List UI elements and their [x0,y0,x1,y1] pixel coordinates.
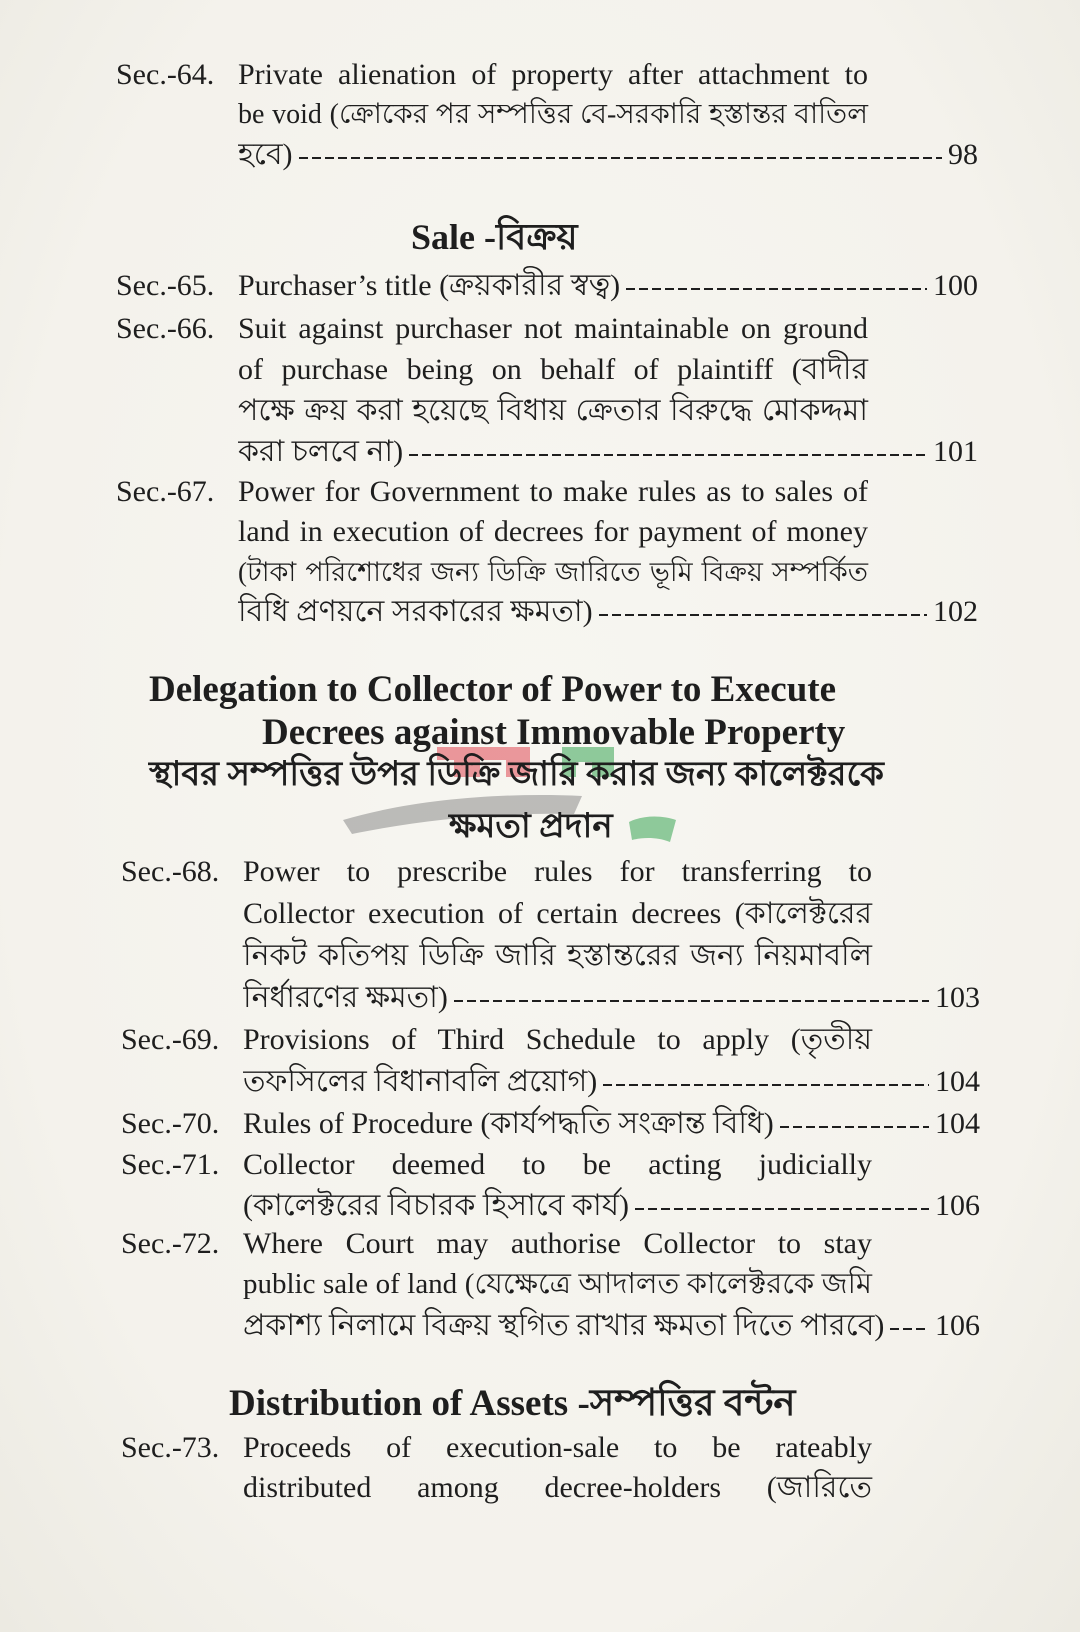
entry-text-line: হবে) [238,138,293,171]
entry-text-line: Private alienation of property after attachment to [238,58,868,91]
entry-text [243,1223,980,1346]
entry-text-line: Power for Government to make rules as to sales of [238,475,868,508]
entry-text [238,472,978,632]
section-number: Sec.-65. [116,269,215,302]
section-number: Sec.-68. [121,855,220,888]
heading-delegation-line-1: Delegation to Collector of Power to Execute [149,669,837,710]
leader-dashes [635,1208,929,1210]
entry-last-line [243,1185,980,1226]
page-number: 102 [933,595,978,628]
entry-last-line [238,266,978,306]
entry-text-line: Collector execution of certain decrees (কালেক্টরের [243,897,872,930]
entry-text-line: (কালেক্টরের বিচারক হিসাবে কার্য) [243,1189,629,1222]
entry-text-line: Collector deemed to be acting judicially [243,1148,872,1181]
page-number: 104 [935,1107,980,1140]
entry-last-line [238,431,978,472]
entry-text [238,55,978,175]
section-number: Sec.-71. [121,1148,220,1181]
entry-text-line: নির্ধারণের ক্ষমতা) [243,981,448,1014]
heading-delegation-bn-line-2: ক্ষমতা প্রদান [449,808,613,845]
entry-text-line: Provisions of Third Schedule to apply (তৃতীয় [243,1023,872,1056]
leader-dashes [409,454,927,456]
entry-text-line: Where Court may authorise Collector to stay [243,1227,872,1260]
entry-text-line: পক্ষে ক্রয় করা হয়েছে বিধায় ক্রেতার বিরুদ্ধে মোকদ্দমা [238,394,868,427]
entry-text [243,1144,980,1226]
heading-delegation-bn-line-1: স্থাবর সম্পত্তির উপর ডিক্রি জারি করার জন্য কালেক্টরকে [149,756,884,793]
entry-text [243,1103,980,1145]
entry-text [238,266,978,306]
entry-last-line [243,1061,980,1103]
entry-last-line [243,1305,980,1346]
entry-text-line: of purchase being on behalf of plaintiff (বাদীর [238,353,868,386]
entry-text-line: land in execution of decrees for payment of money [238,515,868,548]
section-number: Sec.-69. [121,1023,220,1056]
page-number: 103 [935,981,980,1014]
page-number: 104 [935,1065,980,1098]
entry-text [243,1019,980,1103]
entry-text-line: Proceeds of execution-sale to be rateably [243,1431,872,1464]
entry-text-line: Purchaser’s title (ক্রয়কারীর স্বত্ব) [238,269,621,302]
heading-delegation-line-2: Decrees against Immovable Property [262,712,846,753]
section-number: Sec.-64. [116,58,215,91]
heading-sale: Sale -বিক্রয় [411,217,578,257]
section-number: Sec.-72. [121,1227,220,1260]
section-number: Sec.-66. [116,312,215,345]
leader-dashes [299,157,942,159]
leader-dashes [780,1126,929,1128]
entry-text-line: প্রকাশ্য নিলামে বিক্রয় স্থগিত রাখার ক্ষমতা দিতে পারবে) [243,1309,885,1342]
page-number: 106 [935,1309,980,1342]
entry-text-line: করা চলবে না) [238,435,404,468]
entry-text-line: Suit against purchaser not maintainable on ground [238,312,868,345]
entry-last-line [238,135,978,175]
entry-text [243,1428,872,1508]
entry-text-line: Rules of Procedure (কার্যপদ্ধতি সংক্রান্ত বিধি) [243,1107,774,1140]
leader-dashes [890,1328,929,1330]
entry-text-line: নিকট কতিপয় ডিক্রি জারি হস্তান্তরের জন্য নিয়মাবলি [243,939,872,972]
page-number: 98 [948,138,978,171]
entry-text [238,308,978,472]
section-number: Sec.-67. [116,475,215,508]
heading-distribution: Distribution of Assets -সম্পত্তির বন্টন [229,1383,796,1424]
entry-text-line: (টাকা পরিশোধের জন্য ডিক্রি জারিতে ভূমি বিক্রয় সম্পর্কিত [238,557,868,587]
entry-text-line: বিধি প্রণয়নে সরকারের ক্ষমতা) [238,595,593,628]
leader-dashes [599,614,927,616]
entry-last-line [243,977,980,1019]
entry-last-line [238,592,978,632]
entry-last-line [243,1103,980,1145]
page-number: 101 [933,435,978,468]
section-number: Sec.-70. [121,1107,220,1140]
entry-text [243,851,980,1019]
entry-text-line: তফসিলের বিধানাবলি প্রয়োগ) [243,1065,598,1098]
leader-dashes [603,1084,929,1086]
section-number: Sec.-73. [121,1431,220,1464]
entry-text-line: public sale of land (যেক্ষেত্রে আদালত কালেক্টরকে জমি [243,1268,872,1300]
leader-dashes [626,288,927,290]
leader-dashes [454,1000,929,1002]
entry-text-line: be void (ক্রোকের পর সম্পত্তির বে-সরকারি হস্তান্তর বাতিল [238,99,868,130]
entry-text-line: distributed among decree-holders (জারিতে [243,1471,872,1504]
page-number: 106 [935,1189,980,1222]
entry-text-line: Power to prescribe rules for transferring to [243,855,872,888]
page-number: 100 [933,269,978,302]
